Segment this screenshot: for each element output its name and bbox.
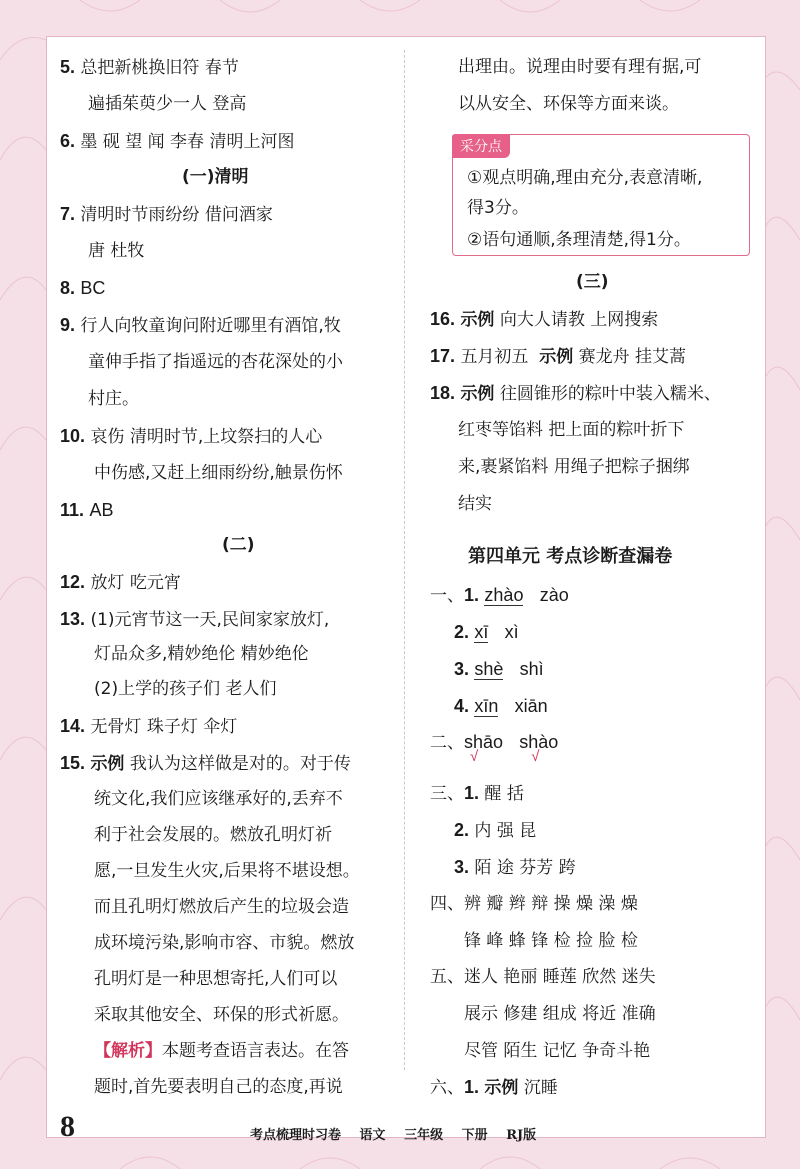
q15-line6: 成环境污染,影响市容、市貌。燃放	[94, 933, 355, 953]
footer-subject: 语文	[359, 1128, 386, 1143]
section-heading-1: (一)清明	[182, 167, 249, 187]
part3-item3: 3. 陌 途 芬芳 跨	[454, 857, 576, 878]
q8: 8. BC	[60, 278, 106, 298]
q10-line2: 中伤感,又赶上细雨纷纷,触景伤怀	[94, 463, 343, 483]
part1-item3: 3. shè shì	[454, 659, 544, 679]
scoring-point-1: ①观点明确,理由充分,表意清晰,	[467, 168, 703, 188]
check-mark-icon: √	[470, 748, 479, 765]
q13-line1: 13. (1)元宵节这一天,民间家家放灯,	[60, 609, 330, 630]
q18-line2: 红枣等馅料 把上面的粽叶折下	[458, 420, 685, 440]
section-heading-3: (三)	[576, 272, 609, 292]
q15-line8: 采取其他安全、环保的形式祈愿。	[94, 1005, 349, 1025]
q5-line1: 5. 总把新桃换旧符 春节	[60, 57, 239, 78]
q15-line1: 15. 示例 我认为这样做是对的。对于传	[60, 753, 351, 774]
analysis-line1: 【解析】本题考查语言表达。在答	[94, 1041, 349, 1061]
part2-option-b: shào √	[519, 732, 558, 752]
part3-item1: 三、1. 醒 括	[430, 783, 524, 804]
q12: 12. 放灯 吃元宵	[60, 572, 181, 593]
part1-item4: 4. xīn xiān	[454, 696, 548, 716]
q13-line3: (2)上学的孩子们 老人们	[94, 679, 277, 699]
scoring-point-2: ②语句通顺,条理清楚,得1分。	[467, 230, 691, 250]
page-number: 8	[60, 1110, 75, 1143]
q9-line3: 村庄。	[88, 389, 139, 409]
q6: 6. 墨 砚 望 闻 李春 清明上河图	[60, 131, 295, 152]
q15-line3: 利于社会发展的。燃放孔明灯祈	[94, 825, 332, 845]
scoring-points-box	[452, 134, 750, 256]
part2: 二、shāo √ shào √	[430, 731, 558, 754]
q15-line2: 统文化,我们应该继承好的,丢弃不	[94, 789, 343, 809]
part5-line3: 尽管 陌生 记忆 争奇斗艳	[464, 1041, 651, 1061]
analysis-line2: 题时,首先要表明自己的态度,再说	[94, 1077, 343, 1097]
scoring-point-1-cont: 得3分。	[467, 198, 529, 218]
check-mark-icon: √	[531, 748, 540, 765]
q15-line7: 孔明灯是一种思想寄托,人们可以	[94, 969, 338, 989]
q11: 11. AB	[60, 500, 114, 520]
q18-line3: 来,裹紧馅料 用绳子把粽子捆绑	[458, 457, 690, 477]
q16: 16. 示例 向大人请教 上网搜索	[430, 309, 659, 330]
section-heading-2: (二)	[222, 535, 255, 555]
column-divider	[404, 50, 405, 1070]
page-footer	[250, 1124, 550, 1143]
part1-item2: 2. xī xì	[454, 622, 519, 642]
right-top-line1: 出理由。说理由时要有理有据,可	[458, 57, 702, 77]
right-top-line2: 以从安全、环保等方面来谈。	[458, 94, 679, 114]
part5-line2: 展示 修建 组成 将近 准确	[464, 1004, 656, 1024]
unit-title: 第四单元 考点诊断查漏卷	[468, 546, 673, 567]
part5-line1: 五、迷人 艳丽 睡莲 欣然 迷失	[430, 967, 656, 987]
q15-line4: 愿,一旦发生火灾,后果将不堪设想。	[94, 861, 360, 881]
q9-line2: 童伸手指了指遥远的杏花深处的小	[88, 352, 343, 372]
footer-grade: 三年级	[404, 1128, 444, 1143]
q10-line1: 10. 哀伤 清明时节,上坟祭扫的人心	[60, 426, 323, 447]
q15-line5: 而且孔明灯燃放后产生的垃圾会造	[94, 897, 349, 917]
q14: 14. 无骨灯 珠子灯 伞灯	[60, 716, 238, 737]
footer-book: 考点梳理时习卷	[250, 1128, 342, 1143]
q7-line2: 唐 杜牧	[88, 241, 145, 261]
part4-line2: 锋 峰 蜂 锋 检 捡 脸 检	[464, 931, 638, 951]
footer-volume: 下册	[461, 1128, 488, 1143]
part6-item1: 六、1. 示例 沉睡	[430, 1077, 558, 1098]
q13-line2: 灯品众多,精妙绝伦 精妙绝伦	[94, 644, 309, 664]
part4-line1: 四、辨 瓣 辫 辩 操 燥 澡 燥	[430, 894, 638, 914]
part3-item2: 2. 内 强 昆	[454, 820, 537, 841]
part1-item1: 一、1. zhào zào	[430, 585, 569, 606]
part2-option-a: shāo √	[464, 732, 503, 752]
q5-line2: 遍插茱萸少一人 登高	[88, 94, 247, 114]
q18-line1: 18. 示例 往圆锥形的粽叶中装入糯米、	[430, 383, 721, 404]
q17: 17. 五月初五 示例 赛龙舟 挂艾蒿	[430, 346, 687, 367]
scoring-points-tag: 采分点	[452, 134, 510, 158]
footer-edition: RJ版	[506, 1128, 537, 1143]
q18-line4: 结实	[458, 494, 492, 514]
q9-line1: 9. 行人向牧童询问附近哪里有酒馆,牧	[60, 315, 341, 336]
q7-line1: 7. 清明时节雨纷纷 借问酒家	[60, 204, 273, 225]
